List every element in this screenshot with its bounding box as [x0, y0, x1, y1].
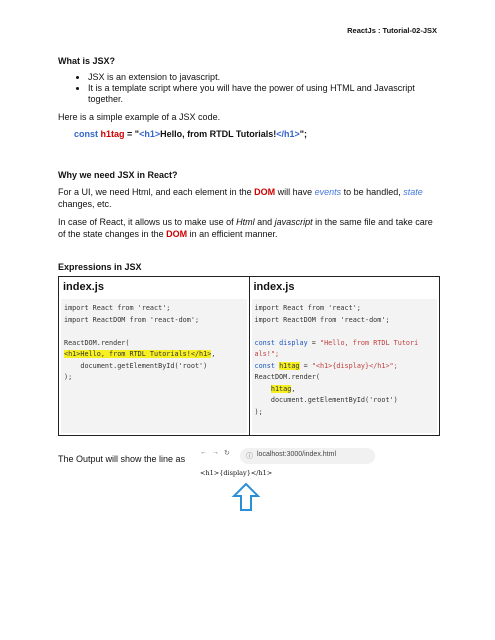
panel-title: index.js	[63, 281, 104, 293]
code-eq: = "	[124, 129, 140, 139]
why-paragraph-2: In case of React, it allows us to make use of Html and javascript in the same file and take care of the state changes in the DOM in an efficient manner.	[58, 217, 433, 239]
code-block: import React from 'react'; import ReactDOM from 'react-dom'; const display = "Hello, from RTDL Tutori als!"; const h1tag = "<h1>{display}</h1>"; ReactDOM.render( h1tag, document.getElementById('root') );	[252, 299, 438, 433]
code-block: import React from 'react'; import ReactDOM from 'react-dom'; ReactDOM.render( <h1>Hello, from RTDL Tutorials!</h1>, document.getElementById('root') );	[61, 299, 247, 433]
output-label: The Output will show the line as	[58, 454, 186, 464]
info-icon: ⓘ	[246, 453, 253, 460]
list-item: • JSX is an extension to javascript.	[88, 72, 438, 83]
panel-title: index.js	[253, 281, 295, 293]
example-intro: Here is a simple example of a JSX code.	[58, 112, 221, 122]
code-keyword: const	[74, 129, 99, 139]
back-icon[interactable]: ←	[200, 449, 207, 456]
rendered-output: <h1>{display}</h1>	[200, 469, 273, 477]
code-text: Hello, from RTDL Tutorials!	[160, 129, 277, 139]
arrow-up-icon	[232, 482, 260, 512]
code-tag: <h1>	[139, 129, 161, 139]
why-title: Why we need JSX in React?	[58, 170, 178, 180]
code-panels	[58, 276, 440, 436]
browser-bar	[200, 448, 375, 468]
reload-icon[interactable]: ↻	[224, 450, 230, 457]
example-code	[58, 128, 438, 140]
code-panel-left	[59, 277, 250, 435]
forward-icon[interactable]: →	[212, 449, 219, 456]
code-var: h1tag	[100, 129, 125, 139]
address-bar[interactable]	[240, 448, 375, 464]
code-panel-right	[250, 277, 440, 435]
code-tag: </h1>	[276, 129, 300, 139]
what-is-title: What is JSX?	[58, 56, 116, 66]
list-item: • It is a template script where you will have the power of using HTML and Javascript together.	[88, 83, 438, 105]
what-is-list	[58, 72, 438, 105]
why-paragraph-1: For a UI, we need Html, and each element in the DOM will have events to be handled, state changes, etc.	[58, 187, 423, 209]
page-header: ReactJs : Tutorial-02-JSX	[347, 26, 437, 35]
what-is-section	[58, 56, 438, 140]
url-text: localhost:3000/index.html	[257, 451, 336, 458]
expr-title: Expressions in JSX	[58, 262, 142, 272]
code-end: ";	[299, 129, 308, 139]
why-section	[58, 170, 438, 240]
